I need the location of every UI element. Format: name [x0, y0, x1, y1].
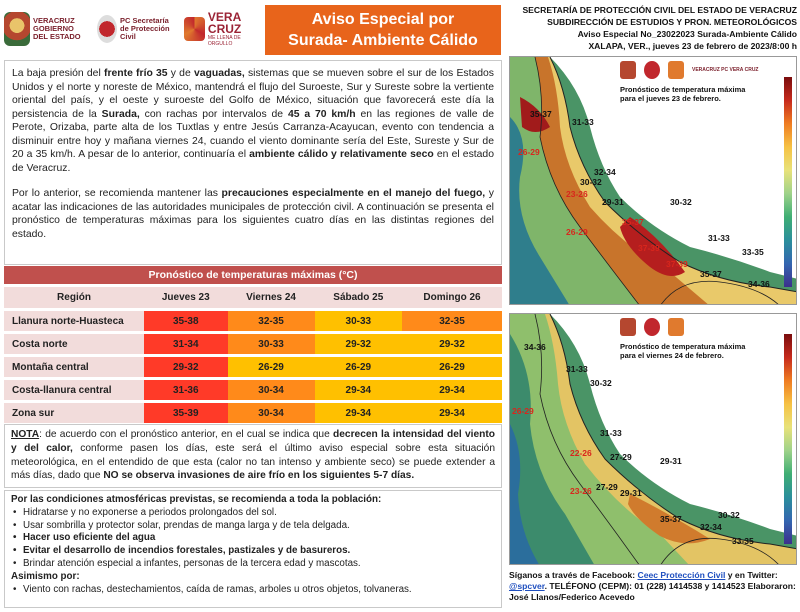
header-logos [4, 4, 259, 54]
table-row [4, 403, 502, 423]
map-label: 32-34 [594, 167, 616, 177]
temp-cell: 31-34 [144, 334, 228, 354]
header-day-3: Sábado 25 [315, 287, 402, 308]
map-label: 27-29 [610, 452, 632, 462]
agency-line-3: Aviso Especial No_23022023 Surada-Ambiente Cálido [577, 29, 797, 39]
map-label: 22-26 [570, 448, 592, 458]
region-name: Costa norte [4, 334, 144, 354]
temperature-map-thursday [509, 56, 797, 305]
map-label: 35-37 [530, 109, 552, 119]
map-label: 27-29 [596, 482, 618, 492]
note-box: NOTA: de acuerdo con el pronóstico anterior, en el cual se indica que decrecen la intensidad del viento y del calor, conforme pasen los días, este será el último aviso especial sobre esta situación meteorológica, en el entendido de que esta (calor no tan intenso y ambiente seco) se puede extender a más días, dado que NO se observa invasiones de aire frío en los siguientes 5-7 días. [4, 424, 502, 488]
map-logos [620, 61, 758, 79]
mini-emblem-icon [620, 61, 636, 79]
map-label: 35-37 [700, 269, 722, 279]
veracruz-gov-logo-text: VERACRUZ GOBIERNO DEL ESTADO [33, 16, 81, 41]
note-label: NOTA [11, 429, 40, 440]
header-day-4: Domingo 26 [402, 287, 502, 308]
table-row [4, 357, 502, 377]
mini-vera-icon [668, 61, 684, 79]
veracruz-brand-logo [184, 11, 259, 47]
agency-header [505, 4, 797, 52]
temp-cell: 29-32 [402, 334, 502, 354]
also-list [11, 584, 495, 597]
list-item: • Evitar el desarrollo de incendios forestales, pastizales y de basureros. [11, 545, 495, 558]
temperature-scale [784, 77, 792, 287]
temp-cell: 29-34 [315, 403, 402, 423]
map-label: 30-32 [590, 378, 612, 388]
region-name: Llanura norte-Huasteca [4, 311, 144, 331]
temp-cell: 26-29 [315, 357, 402, 377]
temp-cell: 29-32 [144, 357, 228, 377]
intro-text [4, 60, 502, 265]
title-line-1: Aviso Especial por [311, 11, 455, 28]
map-label: 33-35 [742, 247, 764, 257]
temp-cell: 29-32 [315, 334, 402, 354]
temp-cell: 29-34 [402, 380, 502, 400]
intro-paragraph-2: Por lo anterior, se recomienda mantener las precauciones especialmente en el manejo del fuego, y acatar las indicaciones de las autoridades municipales de protección civil. A continuación se presenta el pronóstico de temperaturas máximas para los siguientes cuatro días en las distintas regiones del estado. [12, 188, 494, 240]
list-item: • Viento con rachas, destechamientos, caída de ramas, arboles u otros objetos, tolvaneras. [11, 584, 495, 597]
list-item: • Brindar atención especial a infantes, personas de la tercera edad y mascotas. [11, 558, 495, 571]
title-line-2: Surada- Ambiente Cálido [288, 32, 478, 49]
temp-cell: 26-29 [402, 357, 502, 377]
map-label: 32-34 [700, 522, 722, 532]
map-label: 37-39 [666, 259, 688, 269]
region-name: Zona sur [4, 403, 144, 423]
map-label: 29-31 [620, 488, 642, 498]
bulletin-title [265, 5, 501, 55]
temp-cell: 30-34 [228, 403, 315, 423]
recommendations-box [4, 490, 502, 608]
temp-cell: 32-35 [402, 311, 502, 331]
table-row [4, 334, 502, 354]
mini-pc-icon [644, 61, 660, 79]
map-label: 34-36 [524, 342, 546, 352]
temp-cell: 29-34 [402, 403, 502, 423]
temp-cell: 30-34 [228, 380, 315, 400]
map-label: 31-33 [708, 233, 730, 243]
map-label: 35-37 [660, 514, 682, 524]
map-label: 23-26 [570, 486, 592, 496]
map2-caption: Pronóstico de temperatura máxima para el viernes 24 de febrero. [620, 342, 746, 360]
map-label: 26-29 [512, 406, 534, 416]
state-emblem-icon [4, 12, 30, 46]
map1-caption: Pronóstico de temperatura máxima para el jueves 23 de febrero. [620, 85, 746, 103]
map-label: 30-32 [670, 197, 692, 207]
temp-cell: 32-35 [228, 311, 315, 331]
temp-cell: 35-38 [144, 311, 228, 331]
map-label: 31-33 [572, 117, 594, 127]
recommendations-list [11, 507, 495, 571]
region-name: Costa-llanura central [4, 380, 144, 400]
brand-big-text: VERA CRUZ [207, 10, 242, 36]
map-label: 26-29 [518, 147, 540, 157]
map-label: 35-37 [622, 217, 644, 227]
map-label: 31-33 [566, 364, 588, 374]
mini-emblem-icon [620, 318, 636, 336]
facebook-link[interactable]: Ceec Protección Civil [637, 570, 726, 580]
map-label: 29-31 [602, 197, 624, 207]
header-region: Región [4, 287, 144, 308]
pc-emblem-icon [97, 15, 117, 43]
veracruz-gov-logo [4, 12, 89, 46]
table-row [4, 311, 502, 331]
list-item: • Hacer uso eficiente del agua [11, 532, 495, 545]
map-label: 30-32 [580, 177, 602, 187]
also-heading: Asimismo por: [11, 570, 80, 582]
twitter-link[interactable]: @spcver [509, 581, 545, 591]
temp-cell: 26-29 [228, 357, 315, 377]
table-header-row [4, 287, 502, 308]
map-label: 33-35 [732, 536, 754, 546]
map-label: 30-32 [718, 510, 740, 520]
map-label: 26-29 [566, 227, 588, 237]
brand-small-text: ME LLENA DE ORGULLO [207, 35, 241, 47]
contact-footer: Síganos a través de Facebook: Ceec Protección Civil y en Twitter: @spcver. TELÉFONO (CEPM): 01 (228) 1414538 y 1414523 Elaboraron: José Llanos/Federico Acevedo [509, 570, 796, 602]
pc-logo [97, 15, 176, 43]
mini-pc-icon [644, 318, 660, 336]
header-day-1: Jueves 23 [144, 287, 228, 308]
map-label: 29-31 [660, 456, 682, 466]
temp-cell: 30-33 [228, 334, 315, 354]
agency-line-4: XALAPA, VER., jueves 23 de febrero de 2023/8:00 h [588, 41, 797, 51]
map-label: 31-33 [600, 428, 622, 438]
map-label: 34-36 [748, 279, 770, 289]
temp-cell: 31-36 [144, 380, 228, 400]
pc-logo-text: PC Secretaría de Protección Civil [120, 16, 170, 41]
recommendations-heading: Por las condiciones atmosféricas previstas, se recomienda a toda la población: [11, 494, 382, 505]
temp-cell: 35-39 [144, 403, 228, 423]
header-day-2: Viernes 24 [228, 287, 315, 308]
map-logos [620, 318, 684, 336]
temperature-table [4, 266, 502, 426]
map-logos-text: VERACRUZ PC VERA CRUZ [692, 67, 759, 73]
map-label: 23-26 [566, 189, 588, 199]
table-title: Pronóstico de temperaturas máximas (°C) [4, 266, 502, 284]
map-label: 37-39 [638, 243, 660, 253]
list-item: • Usar sombrilla y protector solar, prendas de manga larga y de tela delgada. [11, 520, 495, 533]
agency-line-2: SUBDIRECCIÓN DE ESTUDIOS Y PRON. METEOROLÓGICOS [547, 17, 797, 27]
temp-cell: 30-33 [315, 311, 402, 331]
table-row [4, 380, 502, 400]
agency-line-1: SECRETARÍA DE PROTECCIÓN CIVIL DEL ESTADO DE VERACRUZ [522, 5, 797, 15]
temperature-map-friday [509, 313, 797, 565]
region-name: Montaña central [4, 357, 144, 377]
temp-cell: 29-34 [315, 380, 402, 400]
mini-vera-icon [668, 318, 684, 336]
list-item: • Hidratarse y no exponerse a periodos prolongados del sol. [11, 507, 495, 520]
temperature-scale [784, 334, 792, 544]
intro-paragraph-1: La baja presión del frente frío 35 y de vaguadas, sistemas que se mueven sobre el sur de los Estados Unidos y el norte y noreste de México, mantendrá el flujo del Suroeste, Sur y Sureste sobre la vertiente oriental del país, y el oeste y suroeste del Golfo de México, situación que favorecerá este día la persistencia de la Surada, con rachas por intervalos de 45 a 70 km/h en las regiones de valle de Perote, Orizaba, parte alta de los Tuxtlas y entre Jesús Carranza-Acayucan, evento con tendencia a disminuir entre hoy y mañana viernes 24, cuando el viento dominante sería del Este, Sureste y Sur de 20 a 35 km/h. A pesar de lo anterior, continuaría el ambiente cálido y relativamente seco en el estado de Veracruz. [12, 68, 495, 174]
veracruz-brand-icon [184, 17, 205, 41]
